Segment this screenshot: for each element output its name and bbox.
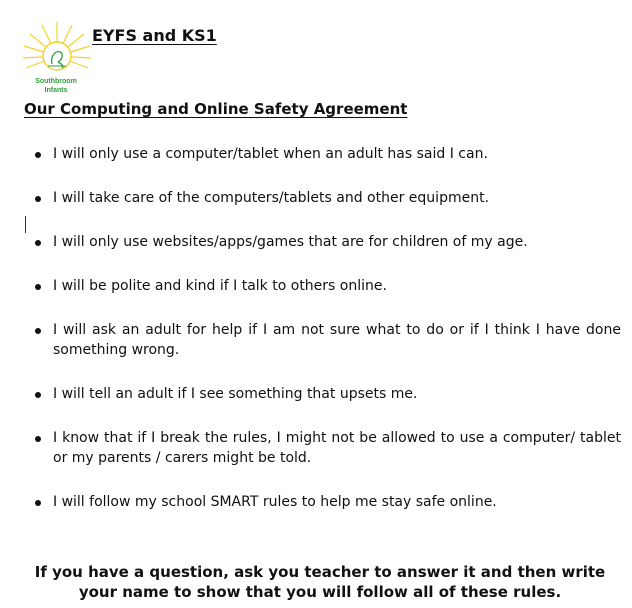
school-logo [22, 20, 92, 98]
text-cursor [25, 216, 26, 233]
rules-list [33, 144, 621, 536]
rule-item: I will only use a computer/tablet when an adult has said I can. [33, 144, 621, 164]
logo-school-sub: Infants [44, 87, 68, 94]
rule-item: I will take care of the computers/tablets and other equipment. [33, 188, 621, 208]
footer-instruction [20, 562, 620, 602]
rule-item: I will ask an adult for help if I am not sure what to do or if I think I have done something wrong. [33, 320, 621, 360]
rule-item: I know that if I break the rules, I might not be allowed to use a computer/ tablet or my parents / carers might be told. [33, 428, 621, 468]
stage-heading: EYFS and KS1 [92, 26, 217, 45]
rule-item: I will be polite and kind if I talk to others online. [33, 276, 621, 296]
rule-item: I will tell an adult if I see something that upsets me. [33, 384, 621, 404]
logo-school-name: Southbroom [35, 78, 77, 85]
rule-item: I will follow my school SMART rules to help me stay safe online. [33, 492, 621, 512]
footer-line-1: If you have a question, ask you teacher to answer it and then write [34, 563, 606, 581]
rule-item: I will only use websites/apps/games that are for children of my age. [33, 232, 621, 252]
document-title: Our Computing and Online Safety Agreement [24, 100, 408, 118]
sun-logo-icon [22, 20, 92, 76]
footer-line-2: your name to show that you will follow all of these rules. [78, 583, 562, 601]
